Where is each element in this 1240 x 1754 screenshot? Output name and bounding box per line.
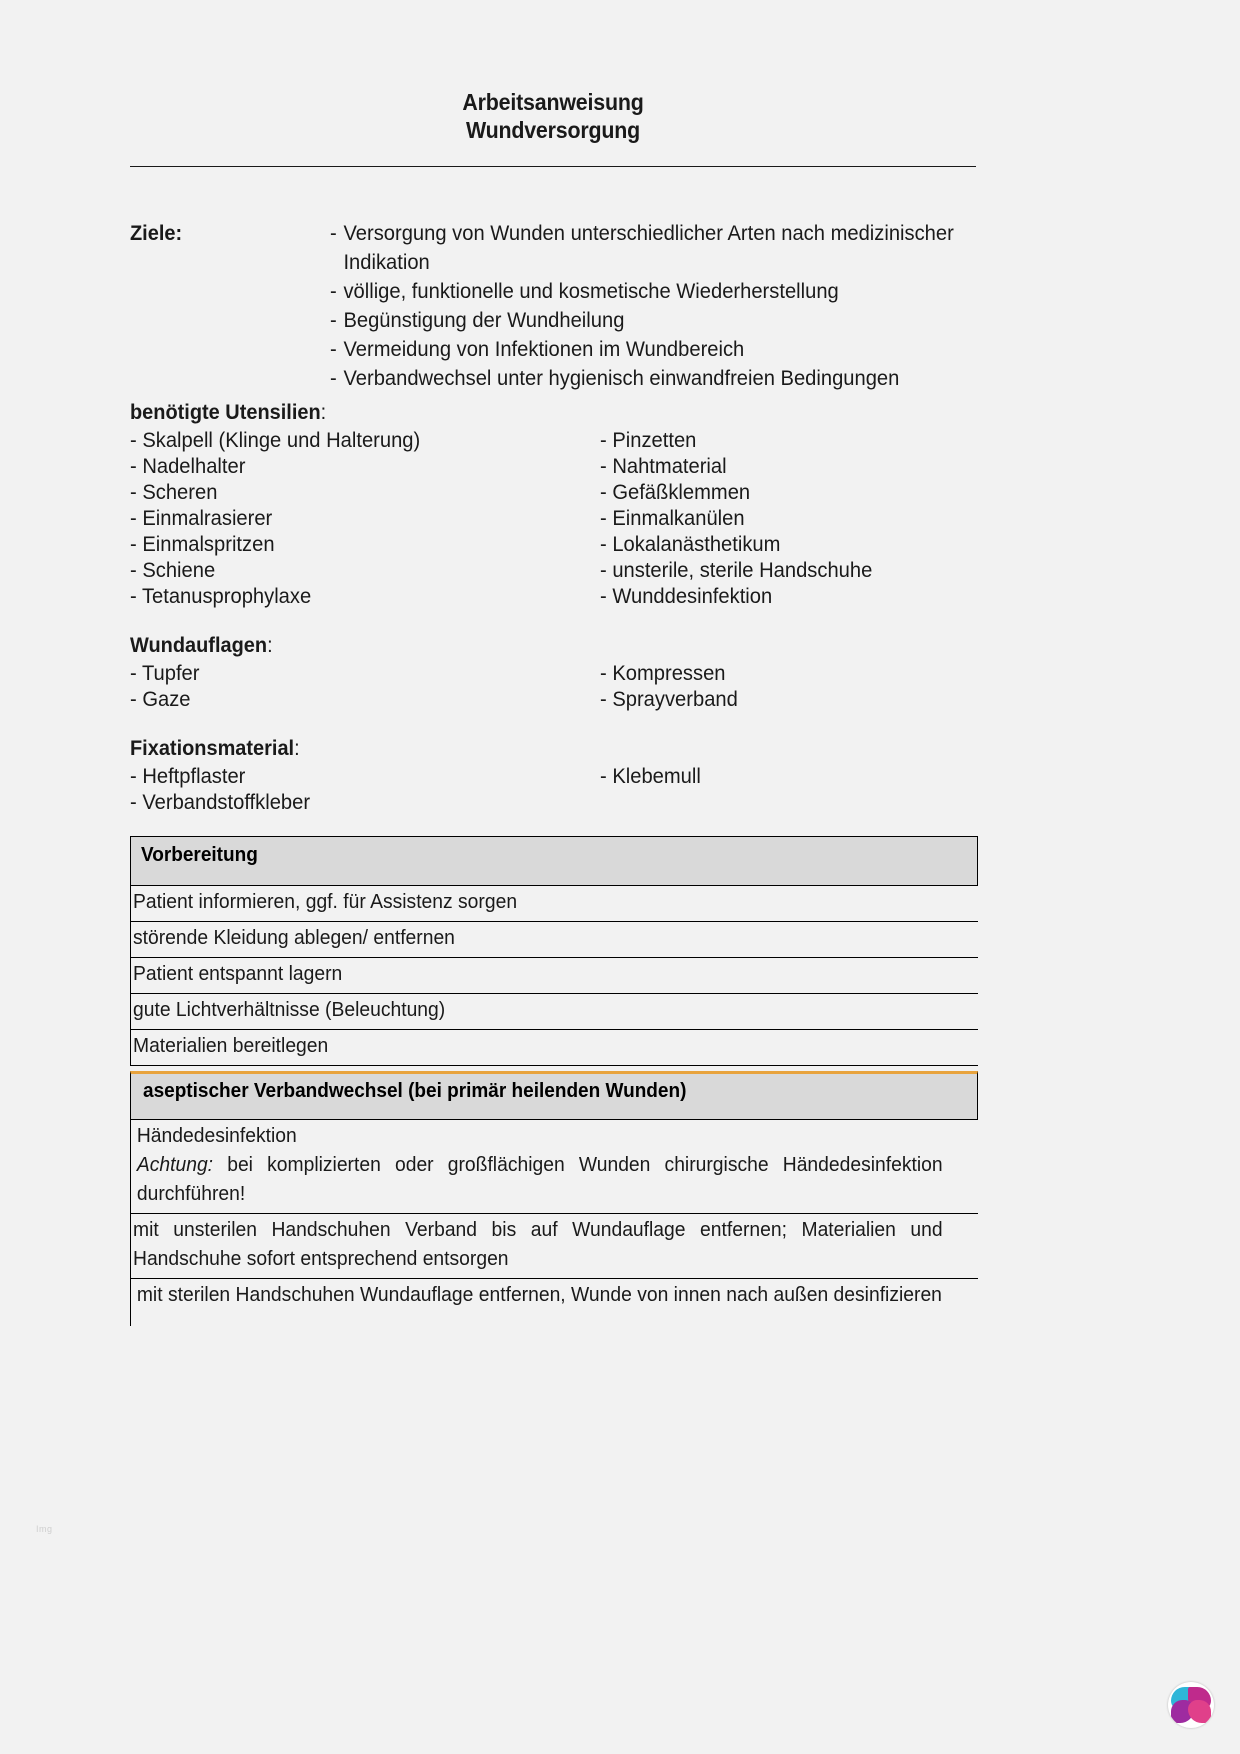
dressings-heading: [130, 631, 947, 661]
table-cell-text: mit sterilen Handschuhen Wundauflage entfernen, Wunde von innen nach außen desinfizieren: [136, 1284, 942, 1306]
table-cell-text: störende Kleidung ablegen/ entfernen: [133, 927, 455, 949]
list-item: - Tetanusprophylaxe: [130, 585, 312, 608]
table-row: [130, 922, 978, 958]
fixation-heading-colon: :: [294, 737, 300, 760]
utensils-columns: [130, 428, 990, 610]
utensils-left-column: [130, 428, 600, 610]
fixation-columns: [130, 764, 990, 816]
table-section-header-label: Vorbereitung: [141, 844, 258, 866]
goal-item: [330, 335, 964, 364]
table-row: [130, 994, 978, 1030]
list-item: - Verbandstoffkleber: [130, 791, 311, 814]
list-item: - Lokalanästhetikum: [600, 533, 781, 556]
list-item: - Gaze: [130, 688, 191, 711]
goals-label: Ziele:: [130, 222, 183, 245]
list-item: - Gefäßklemmen: [600, 481, 751, 504]
fixation-heading: [130, 734, 947, 764]
title-divider: [130, 166, 976, 167]
table-cell-text: bei komplizierten oder großflächigen Wunden chirurgische Händedesinfektion durchführen!: [136, 1154, 943, 1205]
fixation-right-column: [600, 764, 990, 816]
bullet-dash-icon: -: [330, 367, 337, 390]
goal-text: völlige, funktionelle und kosmetische Wiederherstellung: [343, 280, 839, 303]
list-item: - Schiene: [130, 559, 216, 582]
list-item: - Skalpell (Klinge und Halterung): [130, 429, 421, 452]
table-cell-text: gute Lichtverhältnisse (Beleuchtung): [133, 999, 446, 1021]
dressings-heading-colon: :: [267, 634, 273, 657]
table-row: [130, 1279, 978, 1326]
logo-petal-bottom-right: [1188, 1700, 1211, 1723]
bullet-dash-icon: -: [330, 338, 337, 361]
goals-section: [130, 219, 990, 393]
dressings-left-column: [130, 661, 600, 713]
goal-item: [330, 277, 964, 306]
title-line-1: Arbeitsanweisung: [462, 89, 644, 115]
dressings-columns: [130, 661, 990, 713]
table-cell-paragraph: [133, 1151, 943, 1209]
list-item: - Einmalrasierer: [130, 507, 273, 530]
table-cell-text: Patient informieren, ggf. für Assistenz sorgen: [133, 891, 518, 913]
fixation-left-column: [130, 764, 600, 816]
table-cell-text: mit unsterilen Handschuhen Verband bis auf Wundauflage entfernen; Materialien und Handschuhe sofort entsprechend entsorgen: [133, 1219, 943, 1270]
table-row: [130, 1030, 978, 1066]
goal-text: Vermeidung von Infektionen im Wundbereich: [343, 338, 745, 361]
list-item: - Nadelhalter: [130, 455, 246, 478]
list-item: - Scheren: [130, 481, 218, 504]
utensils-heading-text: benötigte Utensilien: [130, 401, 321, 424]
table-row: [130, 958, 978, 994]
document-title: [130, 88, 976, 144]
list-item: - Klebemull: [600, 765, 701, 788]
dressings-heading-text: Wundauflagen: [130, 634, 268, 657]
table-section-header-label: aseptischer Verbandwechsel (bei primär heilenden Wunden): [143, 1080, 687, 1102]
bullet-dash-icon: -: [330, 309, 337, 332]
procedure-table: [130, 836, 978, 1326]
table-row: [130, 1214, 978, 1279]
table-cell-text: Materialien bereitlegen: [133, 1035, 329, 1057]
goal-text: Begünstigung der Wundheilung: [343, 309, 625, 332]
goal-item: [330, 306, 964, 335]
goals-list: [330, 219, 990, 393]
list-item: - Heftpflaster: [130, 765, 246, 788]
goal-text: Verbandwechsel unter hygienisch einwandfreien Bedingungen: [343, 367, 900, 390]
utensils-heading: [130, 398, 947, 428]
list-item: - unsterile, sterile Handschuhe: [600, 559, 873, 582]
list-item: - Tupfer: [130, 662, 200, 685]
table-row: [130, 1120, 978, 1214]
table-section-header-aseptischer-verbandwechsel: [130, 1071, 978, 1120]
list-item: - Einmalspritzen: [130, 533, 275, 556]
table-cell-line: Händedesinfektion: [136, 1125, 297, 1147]
utensils-section: [130, 398, 990, 610]
utensils-right-column: [600, 428, 990, 610]
list-item: - Kompressen: [600, 662, 726, 685]
table-row: [130, 886, 978, 922]
table-cell-emphasis: Achtung:: [136, 1154, 214, 1176]
list-item: - Sprayverband: [600, 688, 738, 711]
list-item: - Nahtmaterial: [600, 455, 727, 478]
table-section-header-vorbereitung: [130, 836, 978, 886]
fixation-heading-text: Fixationsmaterial: [130, 737, 295, 760]
corner-watermark: Img: [36, 1524, 53, 1534]
utensils-heading-colon: :: [320, 401, 327, 424]
list-item: - Pinzetten: [600, 429, 697, 452]
list-item: - Wunddesinfektion: [600, 585, 773, 608]
table-cell-text: Patient entspannt lagern: [133, 963, 343, 985]
goal-item: [330, 364, 964, 393]
goal-item: [330, 219, 964, 277]
fixation-section: [130, 734, 990, 816]
bullet-dash-icon: -: [330, 222, 337, 245]
dressings-right-column: [600, 661, 990, 713]
dressings-section: [130, 631, 990, 713]
title-line-2: Wundversorgung: [465, 117, 641, 143]
goal-text: Versorgung von Wunden unterschiedlicher Arten nach medizinischer Indikation: [343, 222, 954, 274]
list-item: - Einmalkanülen: [600, 507, 745, 530]
bullet-dash-icon: -: [330, 280, 337, 303]
brand-logo-icon: [1168, 1682, 1214, 1728]
